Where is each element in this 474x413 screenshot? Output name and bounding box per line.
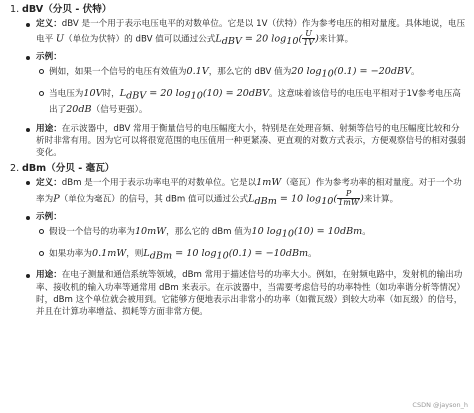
definition-item: 定义：dBm 是一个用于表示功率电平的对数单位。它是以1mW（毫瓦）作为参考功率的相对量度。对于一个功率为P（单位为毫瓦）的信号，其 dBm 值可以通过公式$L_{dBm} = 10$ $\log_{10}$( $\frac{P}{1mW}$ )来计算。 (24, 176, 466, 208)
example-item: 例如，如果一个信号的电压有效值为0.1V，那么它的 dBV 值为20 $\log_{10}(0.1) = -20dBV$。 (37, 65, 466, 81)
example-item: 如果功率为0.1mW，则$L_{dBm} = 10$ $\log_{10}(0.1) = -10dBm$。 (37, 247, 466, 263)
example-heading: 示例： (24, 211, 466, 223)
fraction: $\frac{P}{1mW}$ (338, 188, 360, 208)
example-item: 假设一个信号的功率为10mW，那么它的 dBm 值为10 $\log_{10}(10) = 10dBm$。 (37, 225, 466, 241)
usage-item: 用途：在示波器中，dBV 常用于衡量信号的电压幅度大小，特别是在处理音频、射频等信号的电压幅度比较和分析时非常有用。因为它可以将很宽范围的电压值用一种更紧凑、更直观的对数方式表示，方便观察信号的相对强弱变化。 (24, 123, 466, 160)
section-heading-dbm: 2. dBm（分贝 - 毫瓦） (10, 162, 115, 174)
section-title: dBV（分贝 - 伏特） (22, 4, 112, 15)
example-item: 当电压为10V时，$L_{dBV} = 20$ $\log_{10}(10) = 20dBV$。这意味着该信号的电压电平相对于1V参考电压高出了20dB（信号更强）。 (37, 87, 466, 117)
section-heading-dbv: 1. dBV（分贝 - 伏特） (10, 4, 112, 15)
section-title: dBm（分贝 - 毫瓦） (22, 162, 115, 174)
watermark: CSDN @jayson_h (412, 400, 468, 409)
usage-item: 用途：在电子测量和通信系统等领域，dBm 常用于描述信号的功率大小。例如，在射频电路中，发射机的输出功率、接收机的输入功率等通常用 dBm 来表示。在示波器中，当需要考虑信号的功率特性（如功率谐分析等情况）时，dBm 这个单位就会被用到。它能够方便地表示出非常小的功率（如微瓦级）到较大功率（如瓦级）的信号，并且在计算功率增益、损耗等方面非常方便。 (24, 269, 466, 318)
definition-item: 定义：dBV 是一个用于表示电压电平的对数单位。它是以 1V（伏特）作为参考电压的相对量度。具体地说，电压电平 U（单位为伏特）的 dBV 值可以通过公式$L_{dBV} = 20$ $\log_{10}$( $\frac{U}{1V}$ )来计算。 (24, 18, 466, 49)
fraction: $\frac{U}{1V}$ (303, 28, 315, 48)
example-heading: 示例： (24, 51, 466, 63)
